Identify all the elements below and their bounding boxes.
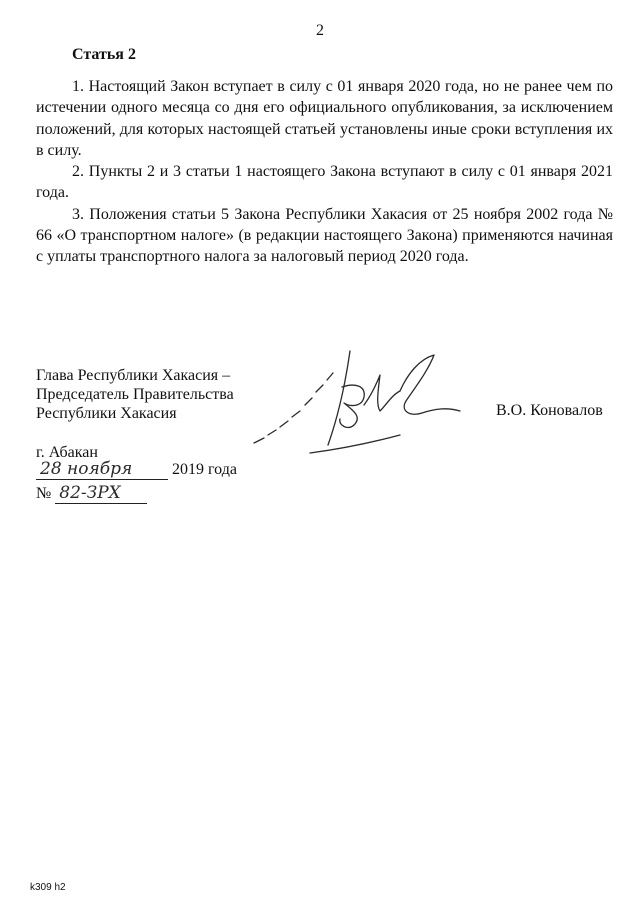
handwritten-number: 82-ЗРХ xyxy=(55,483,147,504)
city: г. Абакан xyxy=(36,444,98,461)
article-body xyxy=(36,76,613,268)
paragraph-1: 1. Настоящий Закон вступает в силу с 01 января 2020 года, но не ранее чем по истечении одного месяца со дня его официального опубликования, за исключением положений, для которых настоящей статьей установлены иные сроки вступления их в силу. xyxy=(36,78,613,159)
position-line-3: Республики Хакасия xyxy=(36,404,177,422)
paragraph-2: 2. Пункты 2 и 3 статьи 1 настоящего Закона вступают в силу с 01 января 2021 года. xyxy=(36,163,613,202)
handwritten-date: 28 ноября xyxy=(36,459,168,480)
position-line-1: Глава Республики Хакасия – xyxy=(36,367,231,384)
date-year: 2019 года xyxy=(172,461,237,478)
position-line-2: Председатель Правительства xyxy=(36,385,234,403)
law-number xyxy=(36,483,147,504)
signer-position xyxy=(36,367,234,423)
signing-date xyxy=(36,459,237,480)
paragraph-3: 3. Положения статьи 5 Закона Республики Хакасия от 25 ноября 2002 года № 66 «О транспортном налоге» (в редакции настоящего Закона) применяются начиная с уплаты транспортного налога за налоговый период 2020 года. xyxy=(36,205,613,266)
handwritten-signature xyxy=(250,345,470,460)
document-code: k309 h2 xyxy=(30,882,66,893)
article-title: Статья 2 xyxy=(72,46,136,63)
signer-name: В.О. Коновалов xyxy=(496,402,603,419)
page-number: 2 xyxy=(316,22,324,39)
number-prefix: № xyxy=(36,485,52,502)
